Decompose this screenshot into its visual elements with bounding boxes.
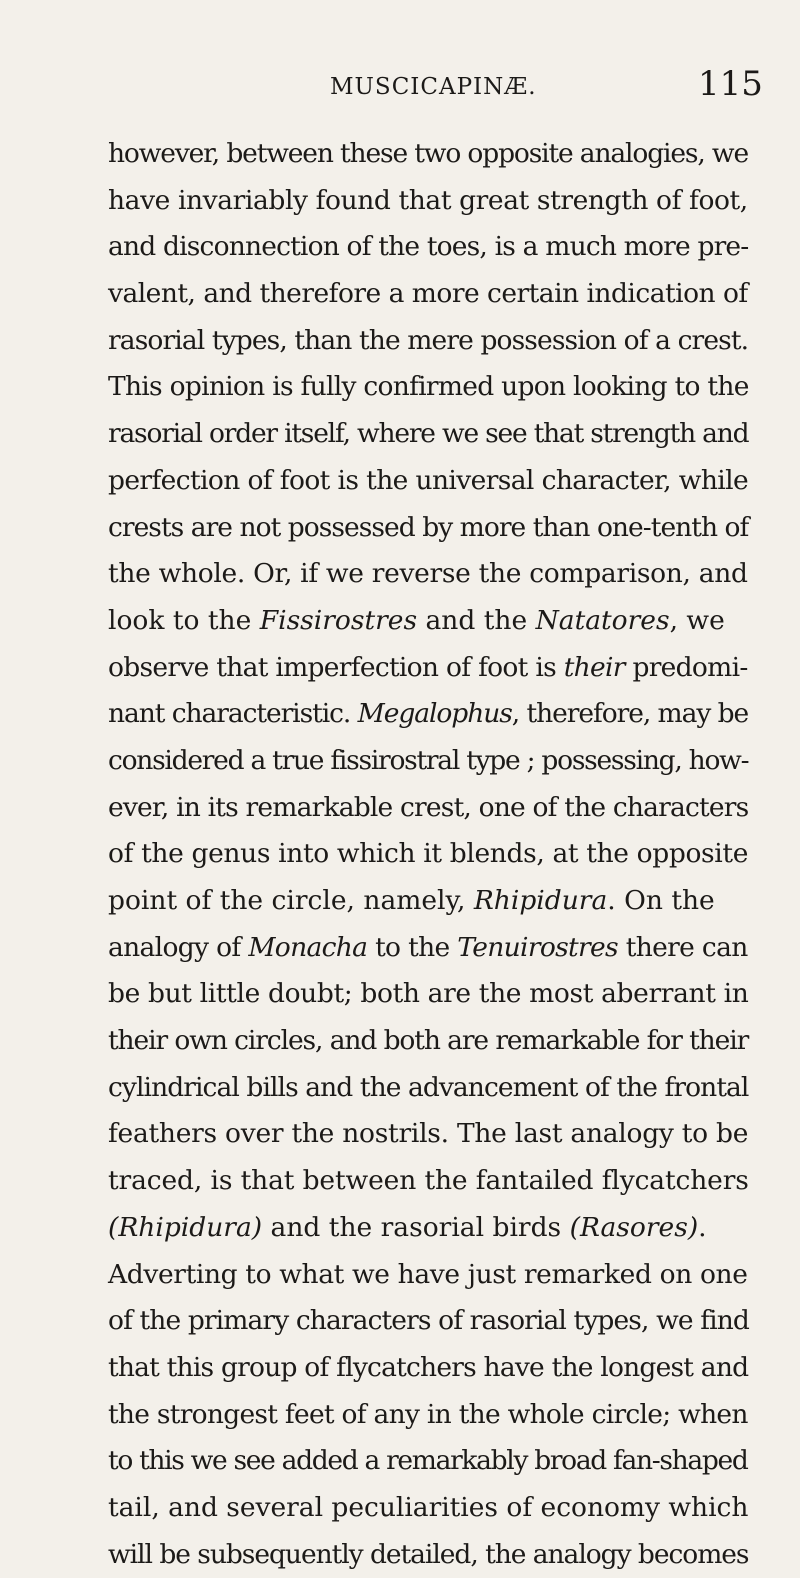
- page-number: 115: [698, 64, 763, 104]
- text-segment: tail, and several peculiarities of economy which: [108, 1491, 749, 1523]
- text-line: [108, 1252, 748, 1299]
- text-line: [108, 318, 748, 365]
- text-segment: Adverting to what we have just remarked on one: [108, 1258, 748, 1290]
- text-segment: point of the circle, namely,: [108, 885, 474, 916]
- text-segment: rasorial order itself, where we see that strength and: [108, 418, 749, 450]
- italic-term: Fissirostres: [259, 604, 418, 636]
- text-line: [108, 1158, 748, 1205]
- text-line: [108, 1298, 748, 1345]
- text-line: [108, 271, 748, 318]
- text-line: [108, 364, 748, 411]
- text-line: [108, 224, 748, 271]
- text-line: [108, 971, 748, 1018]
- text-segment: look to the: [108, 604, 260, 636]
- text-segment: observe that imperfection of foot is: [108, 651, 564, 683]
- text-line: [108, 1438, 748, 1485]
- text-line: [108, 598, 748, 645]
- text-line: [108, 1111, 748, 1158]
- text-segment: and disconnection of the toes, is a much more pre-: [108, 231, 749, 263]
- text-line: [108, 1485, 748, 1532]
- italic-term: Natatores: [535, 604, 670, 636]
- text-segment: .: [698, 1211, 707, 1243]
- text-line: [108, 1532, 748, 1578]
- text-line: [108, 878, 748, 925]
- text-segment: predomi-: [624, 651, 748, 683]
- italic-term: Monacha: [248, 931, 368, 963]
- text-line: [108, 551, 748, 598]
- text-segment: crests are not possessed by more than one-tenth of: [108, 511, 749, 543]
- text-segment: analogy of: [108, 931, 249, 963]
- italic-term: ): [687, 1211, 699, 1243]
- italic-term: (: [108, 1211, 119, 1243]
- italic-term: ): [251, 1211, 263, 1243]
- text-line: [108, 1205, 748, 1252]
- text-segment: their own circles, and both are remarkable for their: [108, 1025, 749, 1057]
- text-segment: and the rasorial birds: [262, 1211, 570, 1243]
- italic-term: (: [569, 1211, 580, 1243]
- text-segment: traced, is that between the fantailed flycatchers: [108, 1165, 749, 1197]
- running-title: MUSCICAPINÆ.: [330, 74, 537, 100]
- text-segment: , we: [669, 604, 725, 636]
- text-segment: valent, and therefore a more certain indication of: [108, 278, 748, 310]
- italic-term: Tenuirostres: [457, 931, 618, 963]
- text-segment: feathers over the nostrils. The last analogy to be: [108, 1118, 749, 1150]
- text-line: [108, 738, 748, 785]
- text-line: [108, 505, 748, 552]
- text-segment: of the primary characters of rasorial types, we find: [108, 1305, 749, 1337]
- italic-term: their: [563, 651, 625, 683]
- text-segment: This opinion is fully confirmed upon looking to the: [108, 371, 749, 403]
- text-segment: rasorial types, than the mere possession of a crest.: [108, 324, 749, 356]
- text-segment: be but little doubt; both are the most aberrant in: [108, 978, 749, 1010]
- text-line: [108, 691, 748, 738]
- italic-term: Rasores: [579, 1211, 688, 1243]
- text-line: [108, 131, 748, 178]
- text-line: [108, 1392, 748, 1439]
- text-segment: have invariably found that great strength of foot,: [108, 184, 748, 216]
- text-line: [108, 831, 748, 878]
- text-segment: cylindrical bills and the advancement of the frontal: [108, 1071, 749, 1103]
- text-segment: and the: [417, 604, 536, 636]
- text-segment: perfection of foot is the universal character, while: [108, 464, 749, 496]
- text-line: [108, 1345, 748, 1392]
- body-text: [108, 131, 748, 1578]
- text-segment: to this we see added a remarkably broad fan-shaped: [108, 1445, 748, 1477]
- text-segment: that this group of flycatchers have the longest and: [108, 1351, 749, 1383]
- italic-term: Rhipidura: [118, 1211, 252, 1243]
- text-line: [108, 1018, 748, 1065]
- text-segment: . On the: [607, 885, 715, 916]
- italic-term: Megalophus: [357, 698, 512, 730]
- text-segment: , therefore, may be: [511, 698, 749, 730]
- text-segment: will be subsequently detailed, the analogy becomes: [108, 1538, 749, 1570]
- text-line: [108, 458, 748, 505]
- text-segment: of the genus into which it blends, at the opposite: [108, 838, 749, 870]
- text-segment: to the: [367, 931, 458, 963]
- text-line: [108, 178, 748, 225]
- text-line: [108, 1065, 748, 1112]
- text-line: [108, 645, 748, 692]
- italic-term: Rhipidura: [473, 885, 608, 916]
- text-segment: nant characteristic.: [108, 698, 358, 730]
- text-segment: ever, in its remarkable crest, one of the characters: [108, 791, 749, 823]
- text-line: [108, 925, 748, 972]
- text-segment: considered a true fissirostral type ; possessing, how-: [108, 744, 749, 776]
- text-line: [108, 411, 748, 458]
- text-segment: there can: [617, 931, 748, 963]
- text-segment: however, between these two opposite analogies, we: [108, 138, 748, 169]
- text-line: [108, 785, 748, 832]
- text-segment: the whole. Or, if we reverse the comparison, and: [108, 558, 748, 590]
- text-segment: the strongest feet of any in the whole circle; when: [108, 1398, 748, 1430]
